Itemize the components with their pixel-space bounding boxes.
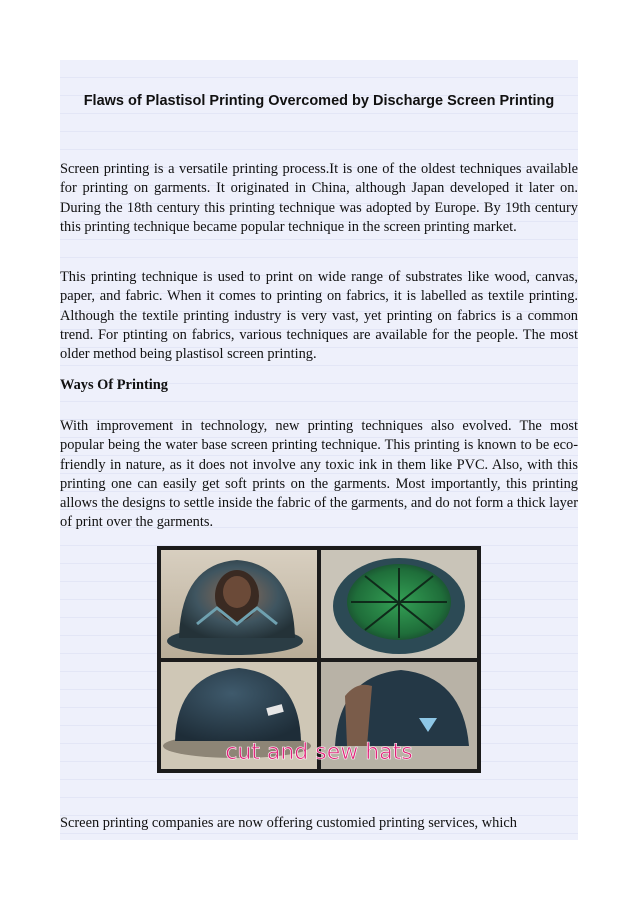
paragraph-services: Screen printing companies are now offering customied printing services, which [60,815,517,831]
paragraph-water-base: With improvement in technology, new printing techniques also evolved. The most popular being the water base screen printing technique. This printing is known to be eco-friendly in nature, as it does not involve any toxic ink in them like PVC. Also, with this printing one can easily get soft prints on the garments. Most importantly, this printing allows the designs to settle inside the fabric of the garments, and do not form a thick layer of print over the garments. [60,418,578,531]
paragraph-intro: Screen printing is a versatile printing process.It is one of the oldest techniques available for printing on garments. It originated in China, although Japan developed it later on. During the 18th century this printing technique was adopted by Europe. By 19th century this printing technique became popular technique in the screen printing market. [60,161,578,235]
document-page [60,60,578,840]
hats-photo [157,546,481,773]
photo-caption: cut and sew hats [225,740,413,765]
document-title: Flaws of Plastisol Printing Overcomed by Discharge Screen Printing [83,93,555,109]
section-heading: Ways Of Printing [60,377,168,393]
paragraph-substrates: This printing technique is used to print on wide range of substrates like wood, canvas, paper, and fabric. When it comes to printing on fabrics, it is labelled as textile printing. Although the textile printing industry is very vast, yet printing on fabrics is a common trend. For ptinting on fabrics, various techniques are available for the people. The most older method being plastisol screen printing. [60,269,578,363]
hats-photo-illustration [157,546,481,773]
